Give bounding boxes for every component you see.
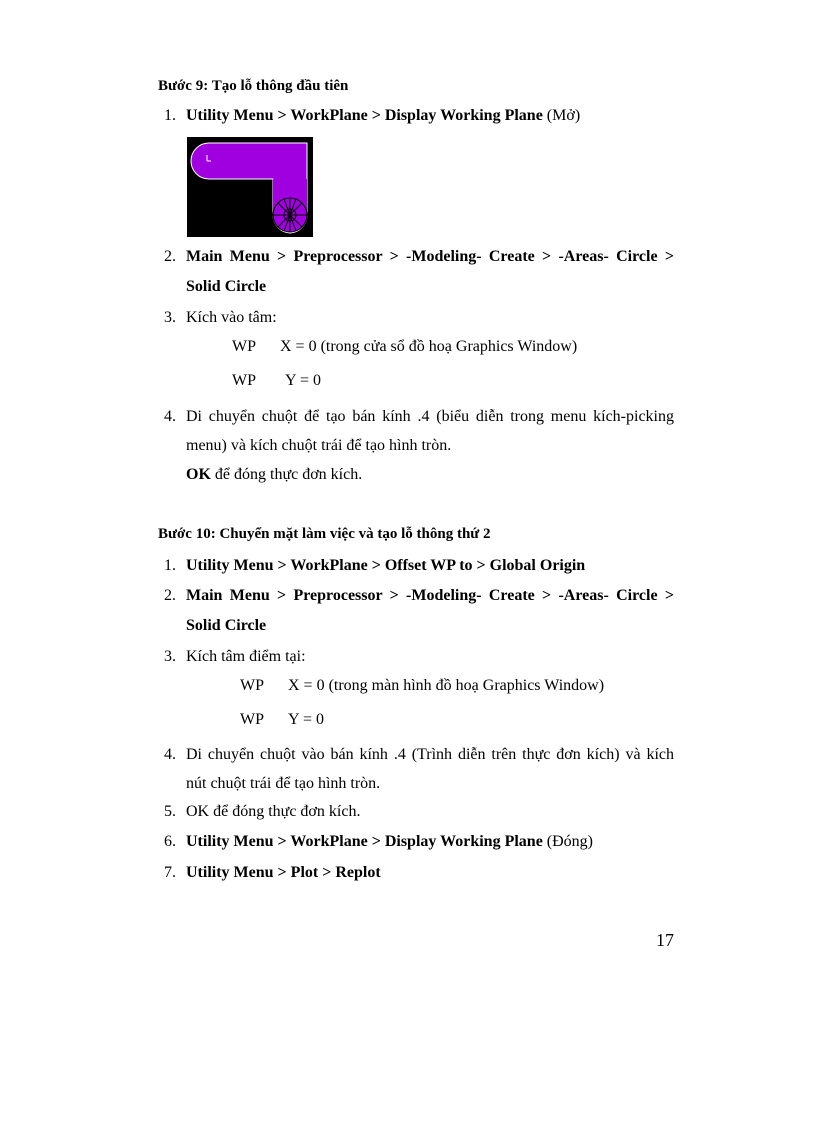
- step10-item4-line2: nút chuột trái để tạo hình tròn.: [186, 775, 381, 792]
- step10-item7-number: 7.: [164, 864, 176, 881]
- step10-item7-menu-path: Utility Menu > Plot > Replot: [186, 864, 381, 881]
- step10-item5-text: OK để đóng thực đơn kích.: [186, 803, 361, 820]
- step9-wp-y-value: Y = 0: [285, 372, 321, 389]
- workplane-crosshair-icon: [273, 198, 307, 232]
- step10-wp-x-value: X = 0 (trong màn hình đồ hoạ Graphics Window): [288, 677, 605, 694]
- step9-ok-label: OK: [186, 466, 211, 483]
- step9-item2-number: 2.: [164, 248, 176, 265]
- step9-item2-line2: Solid Circle: [186, 278, 267, 295]
- step10-wp-x-label: WP: [240, 677, 264, 694]
- working-plane-figure: [187, 137, 313, 237]
- step10-heading: Bước 10: Chuyển mặt làm việc và tạo lỗ thông thứ 2: [158, 526, 491, 542]
- step10-item6-menu-path: Utility Menu > WorkPlane > Display Working Plane: [186, 833, 543, 850]
- step9-item3-number: 3.: [164, 309, 176, 326]
- step9-wp-y-label: WP: [232, 372, 256, 389]
- step9-item1-number: 1.: [164, 107, 176, 124]
- step9-item3-text: Kích vào tâm:: [186, 309, 277, 326]
- step10-item2-line1: Main Menu > Preprocessor > -Modeling- Create > -Areas- Circle >: [186, 587, 674, 604]
- step10-item2-line2: Solid Circle: [186, 617, 267, 634]
- step10-item5-number: 5.: [164, 803, 176, 820]
- step10-item2-number: 2.: [164, 587, 176, 604]
- step10-item4-number: 4.: [164, 746, 176, 763]
- step9-item1-menu-path: Utility Menu > WorkPlane > Display Working Plane: [186, 107, 543, 124]
- step10-wp-y-label: WP: [240, 711, 264, 728]
- step10-item1-menu-path: Utility Menu > WorkPlane > Offset WP to > Global Origin: [186, 557, 586, 574]
- step10-item1-number: 1.: [164, 557, 176, 574]
- step9-wp-x-label: WP: [232, 338, 256, 355]
- step9-wp-x-value: X = 0 (trong cửa sổ đồ hoạ Graphics Window): [280, 338, 578, 355]
- step9-ok-line: [186, 466, 362, 484]
- page-number: 17: [656, 930, 674, 950]
- step10-item6-number: 6.: [164, 833, 176, 850]
- step9-item4-line2: menu) và kích chuột trái để tạo hình tròn.: [186, 437, 452, 454]
- step9-ok-text: để đóng thực đơn kích.: [210, 466, 363, 483]
- step10-item3-text: Kích tâm điểm tại:: [186, 648, 306, 665]
- step9-item4-line1: Di chuyển chuột để tạo bán kính .4 (biểu diễn trong menu kích-picking: [186, 408, 674, 425]
- step9-item2-line1: Main Menu > Preprocessor > -Modeling- Create > -Areas- Circle >: [186, 248, 674, 265]
- step10-item4-line1: Di chuyển chuột vào bán kính .4 (Trình diễn trên thực đơn kích) và kích: [186, 746, 674, 763]
- step10-item6-note: (Đóng): [542, 833, 594, 850]
- step9-item4-number: 4.: [164, 408, 176, 425]
- step9-heading: Bước 9: Tạo lỗ thông đầu tiên: [158, 78, 349, 94]
- working-plane-shape: [187, 137, 313, 237]
- step10-item3-number: 3.: [164, 648, 176, 665]
- step9-item1: [186, 107, 580, 125]
- step10-wp-y-value: Y = 0: [288, 711, 324, 728]
- step10-item6: [186, 833, 593, 851]
- step9-item1-note: (Mở): [542, 107, 581, 124]
